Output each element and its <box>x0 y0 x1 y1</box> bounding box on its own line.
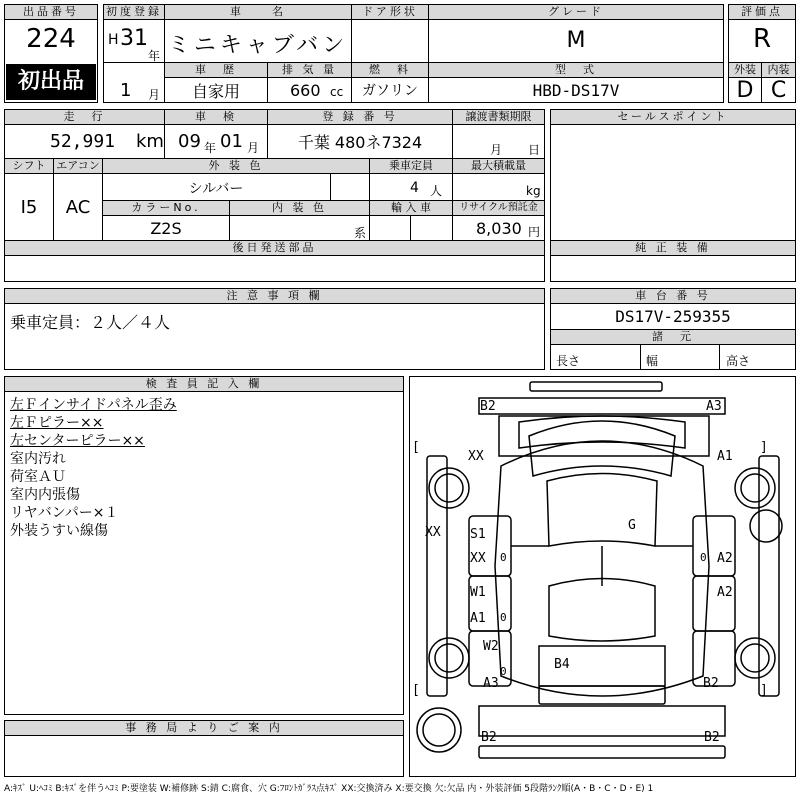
note-line: 左センターピラー×× <box>10 433 145 449</box>
import-box-a <box>369 215 411 241</box>
damage-mark: A1 <box>717 449 733 464</box>
score-value: R <box>752 24 772 54</box>
damage-mark: B2 <box>704 730 720 745</box>
int-color-header: 内 装 色 <box>229 200 370 216</box>
damage-mark: A2 <box>717 585 733 600</box>
score-header: 評価点 <box>728 4 796 20</box>
month-unit: 月 <box>148 88 161 102</box>
damage-mark: A1 <box>470 611 486 626</box>
damage-mark: XX <box>468 449 484 464</box>
int-color-box <box>229 215 370 241</box>
recycle-value: 8,030 <box>476 219 522 238</box>
ext-color-divider <box>330 173 370 201</box>
interior-score: C <box>761 77 796 103</box>
history-header: 車 歴 <box>164 62 268 78</box>
damage-mark: 0 <box>500 665 507 678</box>
int-color-unit: 系 <box>354 226 367 240</box>
office-notice-header: 事 務 局 よ り ご 案 内 <box>4 720 404 736</box>
sales-points-box <box>550 124 796 241</box>
displacement-header: 排 気 量 <box>267 62 352 78</box>
aircon-header: エアコン <box>53 158 103 174</box>
max-load-unit: kg <box>526 184 541 198</box>
damage-mark: 0 <box>700 551 707 564</box>
first-reg-header: 初度登録 <box>103 4 165 20</box>
lot-number-header: 出品番号 <box>4 4 98 20</box>
model-code-header: 型 式 <box>428 62 724 78</box>
damage-mark: 0 <box>500 611 507 624</box>
ext-color-value: シルバー <box>188 181 244 197</box>
later-parts-box <box>4 255 545 282</box>
car-diagram <box>409 376 796 777</box>
bracket-close: ] <box>760 440 768 455</box>
legend-text: A:ｷｽﾞ U:ﾍｺﾐ B:ｷｽﾞを伴うﾍｺﾐ P:要塗装 W:補修跡 S:錆 C:腐食、穴 G:ﾌﾛﾝﾄｶﾞﾗｽ点ｷｽﾞ XX:交換済み X:要交換 欠:欠品 内・外装評価 5段階ﾗﾝｸ順(A・B・C・D・E) 1 <box>4 784 654 794</box>
inspection-month-unit: 月 <box>247 141 260 155</box>
damage-mark: W1 <box>470 585 486 600</box>
damage-mark: B4 <box>554 657 570 672</box>
displacement-value: 660 <box>290 81 321 100</box>
color-no-value: Z2S <box>102 215 230 241</box>
note-line: 左Ｆピラー×× <box>10 415 104 431</box>
damage-mark: B2 <box>703 676 719 691</box>
mileage-unit: km <box>136 131 164 152</box>
chassis-number-header: 車 台 番 号 <box>550 288 796 304</box>
bracket-close: ] <box>760 683 768 698</box>
transfer-month: 月 <box>490 143 503 157</box>
exterior-score: D <box>728 77 762 103</box>
height-label: 高さ <box>726 354 751 368</box>
model-code-value: HBD-DS17V <box>428 77 724 103</box>
lot-number: 224 <box>26 24 76 54</box>
transfer-docs-header: 譲渡書類期限 <box>452 109 545 125</box>
mileage-value: 52,991 <box>50 131 116 152</box>
damage-mark: B2 <box>480 399 496 414</box>
damage-mark: G <box>628 518 636 533</box>
inspection-month: 01 <box>220 131 243 152</box>
note-line: 荷室ＡＵ <box>10 469 66 485</box>
recycle-header: リサイクル預託金 <box>452 200 545 216</box>
width-label: 幅 <box>646 354 659 368</box>
note-line: 室内内張傷 <box>10 487 80 503</box>
note-line: 左Ｆインサイドパネル歪み <box>10 397 177 413</box>
damage-mark: A3 <box>706 399 722 414</box>
damage-mark: B2 <box>481 730 497 745</box>
mileage-header: 走 行 <box>4 109 165 125</box>
inspector-notes-header: 検 査 員 記 入 欄 <box>4 376 404 392</box>
interior-header: 内装 <box>761 62 796 78</box>
door-type-header: ドア形状 <box>351 4 429 20</box>
inspection-year-unit: 年 <box>204 141 217 155</box>
shift-value: I5 <box>4 173 54 241</box>
recycle-unit: 円 <box>528 225 541 239</box>
office-notice-box <box>4 735 404 777</box>
damage-mark: XX <box>425 525 441 540</box>
later-parts-header: 後日発送部品 <box>4 240 545 256</box>
history-value: 自家用 <box>164 77 268 103</box>
damage-mark: S1 <box>470 527 486 542</box>
car-name-header: 車 名 <box>164 4 352 20</box>
damage-mark: W2 <box>483 639 499 654</box>
bracket-open: [ <box>412 440 420 455</box>
note-line: リヤバンパー×１ <box>10 505 119 521</box>
damage-mark: A2 <box>717 551 733 566</box>
era-letter: H <box>108 32 119 48</box>
ext-color-header: 外 装 色 <box>102 158 370 174</box>
exterior-header: 外装 <box>728 62 762 78</box>
chassis-number-value: DS17V-259355 <box>550 303 796 330</box>
max-load-header: 最大積載量 <box>452 158 545 174</box>
damage-mark: A3 <box>483 676 499 691</box>
sales-points-header: セールスポイント <box>550 109 796 125</box>
damage-mark: XX <box>470 551 486 566</box>
cautions-header: 注 意 事 項 欄 <box>4 288 545 304</box>
genuine-equipment-box <box>550 255 796 282</box>
grade-value: M <box>566 28 586 53</box>
aircon-value: AC <box>53 173 103 241</box>
reg-number-value: 千葉 480ネ7324 <box>267 124 453 159</box>
dimensions-header: 諸 元 <box>550 329 796 345</box>
genuine-equipment-header: 純 正 装 備 <box>550 240 796 256</box>
year-unit: 年 <box>148 49 161 63</box>
cautions-text: 乗車定員：２人／４人 <box>10 313 171 332</box>
fuel-header: 燃 料 <box>351 62 429 78</box>
first-listing-badge: 初出品 <box>6 64 96 100</box>
transfer-day: 日 <box>528 143 541 157</box>
color-no-header: カラーNo. <box>102 200 230 216</box>
damage-mark: 0 <box>500 551 507 564</box>
inspection-year: 09 <box>178 131 201 152</box>
import-header: 輸 入 車 <box>369 200 453 216</box>
first-reg-month: 1 <box>120 80 132 101</box>
inspection-header: 車 検 <box>164 109 268 125</box>
note-line: 外装うすい線傷 <box>10 523 108 539</box>
capacity-header: 乗車定員 <box>369 158 453 174</box>
length-label: 長さ <box>556 354 581 368</box>
fuel-value: ガソリン <box>351 77 429 103</box>
capacity-value: 4 <box>410 180 419 196</box>
grade-header: グレード <box>428 4 724 20</box>
displacement-unit: cc <box>330 85 344 99</box>
import-box-b <box>410 215 453 241</box>
reg-number-header: 登 録 番 号 <box>267 109 453 125</box>
car-name: ミニキャブバン <box>167 33 349 58</box>
door-type-box <box>351 19 429 63</box>
first-reg-year: 31 <box>120 26 148 51</box>
note-line: 室内汚れ <box>10 451 66 467</box>
shift-header: シフト <box>4 158 54 174</box>
bracket-open: [ <box>412 683 420 698</box>
capacity-unit: 人 <box>430 184 443 198</box>
